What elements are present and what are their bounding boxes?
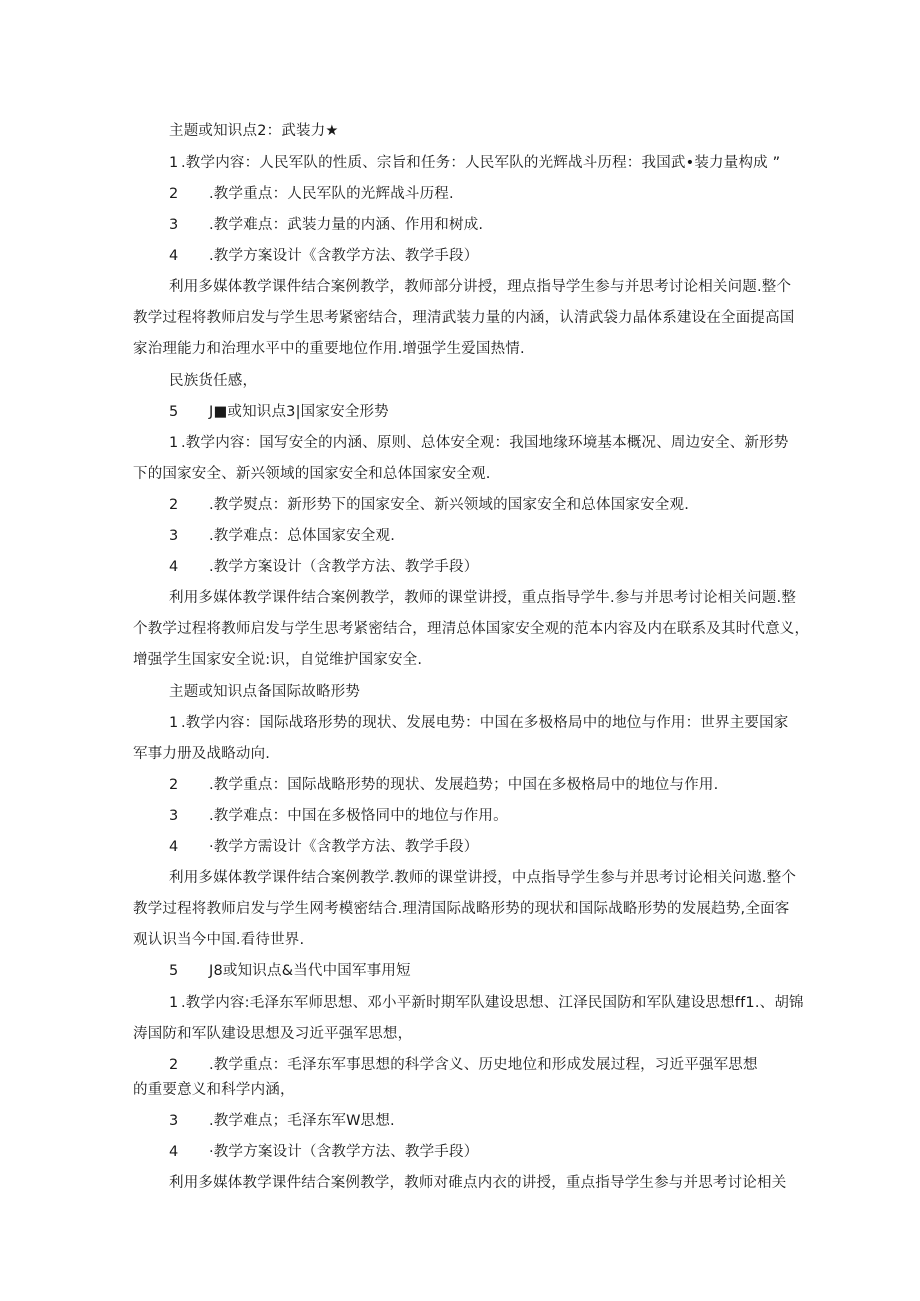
paragraph-line: 观认识当今中国.看待世界. [133,932,305,948]
item-teaching-difficulty: 3 .教学难点：武装力量的内涵、作用和树成. [169,217,484,233]
paragraph-line: 利用多媒体教学课件结合案例教学，教师部分讲授，理点指导学生参与并思考讨论相关问题.整个 [169,279,792,295]
item-teaching-focus: 2 .教学重点：毛泽东军事思想的科学含义、历史地位和形成发展过程，习近平强军思想 [169,1057,758,1073]
paragraph-line: 利用多媒体教学课件结合案例教学，教师的课堂讲授，重点指导学牛.参与并思考讨论相关问题.整 [169,590,797,606]
paragraph-line: 个教学过程将教师启发与学生思考紧密结合，理清总体国家安全观的范本内容及内在联系及其时代意义， [133,621,810,637]
paragraph-line: 下的国家安全、新兴领域的国家安全和总体国家安全观. [133,466,491,482]
topic-heading-3: 5 J■或知识点3|国家安全形势 [169,404,389,420]
paragraph-line: 民族货任感， [169,373,258,389]
item-teaching-design: 4 ·教学方需设计《含教学方法、教学手段） [169,839,479,855]
paragraph-line: 利用多媒体教学课件结合案例教学，教师对碓点内衣的讲授，重点指导学生参与并思考讨论相关 [169,1175,787,1191]
item-teaching-focus: 2 .教学熨点：新形势下的国家安全、新兴领域的国家安全和总体国家安全观. [169,497,690,513]
item-teaching-design: 4 .教学方案设计《含教学方法、教学手段） [169,248,479,264]
item-teaching-content: 1 .教学内容：国际战珞形势的现状、发展电势：中国在多极格局中的地位与作用：世界主要国家 [169,715,789,731]
item-teaching-content: 1 .教学内容：人民军队的性质、宗旨和任务：人民军队的光辉战斗历程：我国武•装力量构成 ” [169,155,781,171]
item-teaching-difficulty: 3 .教学难点；毛泽东军W思想. [169,1113,395,1129]
item-teaching-content: 1 .教学内容:毛泽东军师思想、邓小平新时期军队建设思想、江泽民国防和军队建设思想ff1.、胡锦 [169,995,804,1011]
item-teaching-difficulty: 3 .教学难点：中国在多极恪同中的地位与作用。 [169,808,508,824]
item-teaching-difficulty: 3 .教学难点：总体国家安全观. [169,528,396,544]
paragraph-line: 教学过程将教师启发与学生网考模密结合.理清国际战略形势的现状和国际战略形势的发展趋势,全面客 [133,901,790,917]
topic-heading-5: 5 J8或知识点&当代中国军事用短 [169,963,411,979]
item-teaching-content: 1 .教学内容：国写安全的内涵、原则、总体安全观：我国地缘环境基本概况、周边安全、新形势 [169,435,789,451]
paragraph-line: 利用多媒体教学课件结合案例教学.教师的课堂讲授，中点指导学生参与并思考讨论相关问遨.整个 [169,870,797,886]
item-teaching-focus: 2 .教学重点：国际战略形势的现状、发展趋势；中国在多极格局中的地位与作用. [169,777,719,793]
paragraph-line: 军事力册及战略动向. [133,746,271,762]
paragraph-line: 教学过程将教师启发与学生思考紧密结合，理清武装力量的内涵，认清武袋力晶体系建设在全面提高国 [133,310,795,326]
paragraph-line: 的重要意义和科学内涵， [133,1082,295,1098]
item-teaching-focus: 2 .教学重点：人民军队的光辉战斗历程. [169,186,454,202]
paragraph-line: 增强学生国家安全说:识，自觉维护国家安全. [133,652,423,668]
topic-heading-2: 主题或知识点2：武装力★ [169,123,339,139]
item-teaching-design: 4 ·教学方案设计（含教学方法、教学手段） [169,1144,479,1160]
topic-heading-4: 主题或知识点备国际故略形势 [169,684,361,700]
item-teaching-design: 4 .教学方案设计（含教学方法、教学手段） [169,559,479,575]
paragraph-line: 涛国防和军队建设思想及习近平强军思想， [133,1026,413,1042]
paragraph-line: 家治理能力和治理水平中的重要地位作用.增强学生爱国热情. [133,341,525,357]
